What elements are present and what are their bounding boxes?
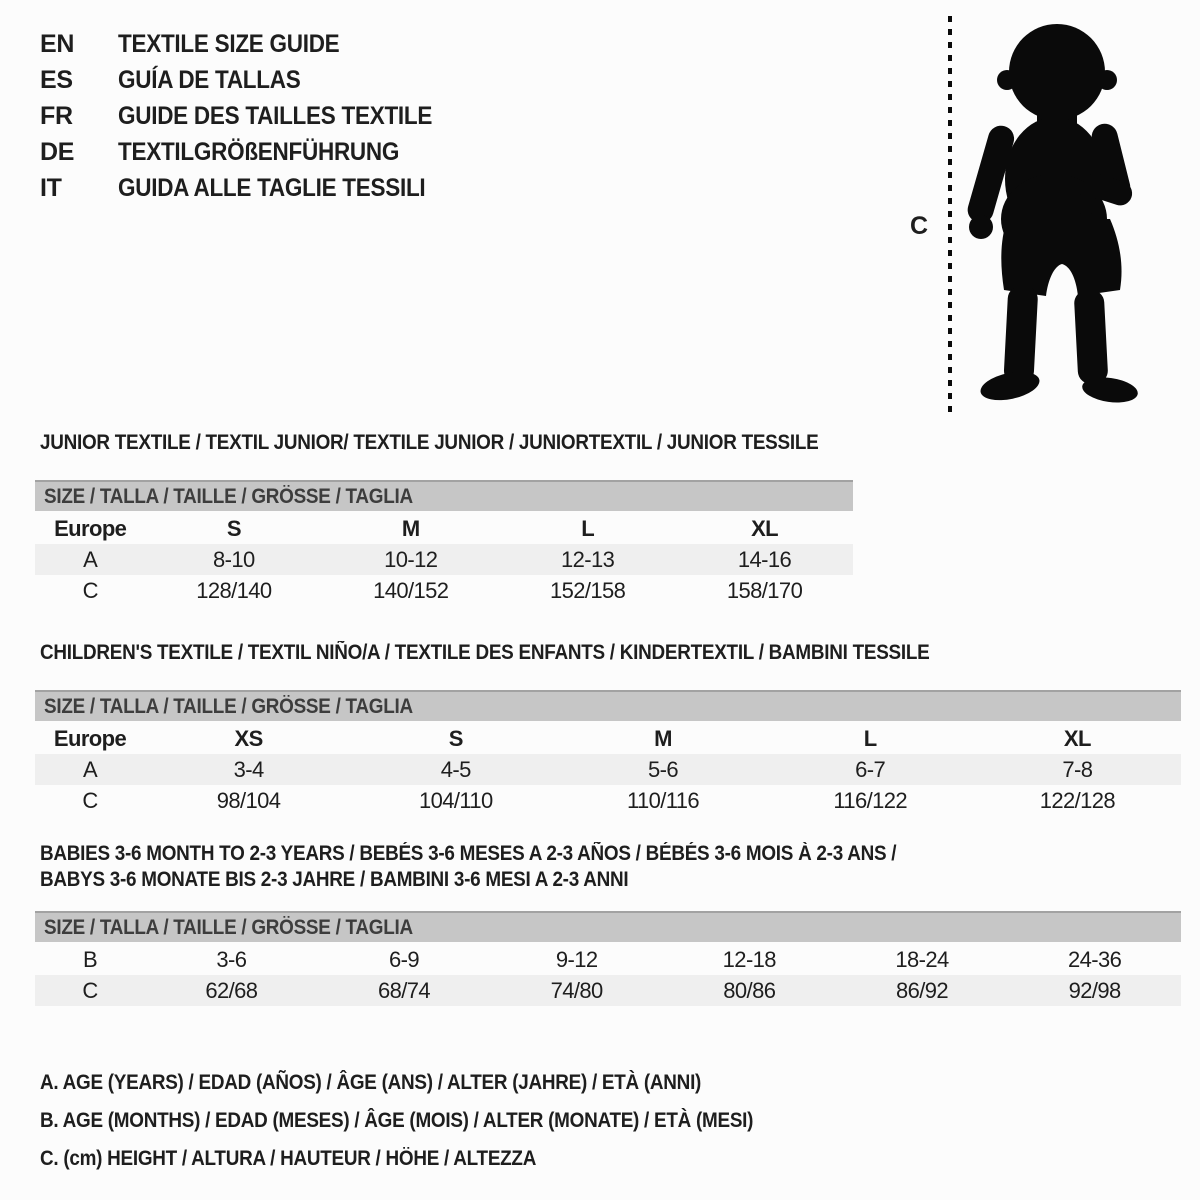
value-cell: 9-12 — [555, 946, 598, 972]
language-code: IT — [40, 173, 62, 202]
value-cell: 98/104 — [216, 787, 281, 813]
value-cell: 62/68 — [145, 975, 318, 1006]
language-row-en — [40, 26, 467, 62]
value-cell: 14-16 — [676, 544, 853, 575]
row-label: C — [82, 577, 98, 603]
value-cell: 4-5 — [352, 754, 559, 785]
value-cell: 86/92 — [836, 975, 1009, 1006]
value-cell: 152/158 — [549, 577, 626, 603]
language-row-fr — [40, 98, 467, 134]
language-list — [40, 26, 467, 206]
section-babies-textile — [35, 841, 1181, 1006]
value-cell: 12-18 — [722, 946, 776, 972]
value-cell: 104/110 — [418, 787, 493, 813]
value-cell: 5-6 — [559, 754, 766, 785]
value-cell: 122/128 — [1039, 787, 1116, 813]
section-title-children: CHILDREN'S TEXTILE / TEXTIL NIÑO/A / TEXTILE DES ENFANTS / KINDERTEXTIL / BAMBINI TESSILE — [40, 641, 930, 664]
language-code: ES — [40, 65, 73, 94]
size-cell: XL — [751, 515, 778, 541]
table-row-europe — [35, 513, 853, 544]
guide-title-es: GUÍA DE TALLAS — [118, 65, 301, 94]
region-label: Europe — [53, 725, 127, 751]
value-cell: 18-24 — [895, 946, 949, 972]
table-row-age — [35, 754, 1181, 785]
value-cell: 24-36 — [1068, 946, 1122, 972]
language-code: DE — [40, 137, 75, 166]
language-code: EN — [40, 29, 75, 58]
value-cell: 116/122 — [833, 787, 908, 813]
size-cell: S — [226, 515, 241, 541]
row-label: A — [35, 544, 145, 575]
value-cell: 6-7 — [767, 754, 974, 785]
size-header-bar-children: SIZE / TALLA / TAILLE / GRÖSSE / TAGLIA — [35, 690, 1181, 721]
row-label: A — [35, 754, 145, 785]
size-cell: M — [401, 515, 420, 541]
table-row-months — [35, 944, 1181, 975]
height-measure-dashed-line — [948, 16, 952, 414]
guide-title-de: TEXTILGRÖßENFÜHRUNG — [118, 137, 400, 166]
table-row-height — [35, 785, 1181, 816]
value-cell: 8-10 — [145, 544, 322, 575]
legend-line-b: B. AGE (MONTHS) / EDAD (MESES) / ÂGE (MOIS) / ALTER (MONATE) / ETÀ (MESI) — [40, 1109, 754, 1132]
value-cell: 128/140 — [196, 577, 272, 603]
section-junior-textile — [35, 430, 853, 606]
value-cell: 12-13 — [499, 544, 676, 575]
value-cell: 74/80 — [490, 975, 663, 1006]
region-label: Europe — [54, 515, 127, 541]
legend-line-c: C. (cm) HEIGHT / ALTURA / HAUTEUR / HÖHE / ALTEZZA — [40, 1147, 537, 1170]
guide-title-it: GUIDA ALLE TAGLIE TESSILI — [118, 173, 426, 202]
section-children-textile — [35, 640, 1181, 816]
value-cell: 110/116 — [626, 787, 700, 813]
section-title-babies: BABIES 3-6 MONTH TO 2-3 YEARS / BEBÉS 3-6 MESES A 2-3 AÑOS / BÉBÉS 3-6 MOIS À 2-3 ANS / BABYS 3-6 MONATE BIS 2-3 JAHRE / BAMBINI 3-6 MESI A 2-3 ANNI — [40, 842, 897, 891]
guide-title-en: TEXTILE SIZE GUIDE — [118, 29, 340, 58]
value-cell: 68/74 — [318, 975, 491, 1006]
legend-line-a: A. AGE (YEARS) / EDAD (AÑOS) / ÂGE (ANS) / ALTER (JAHRE) / ETÀ (ANNI) — [40, 1071, 702, 1094]
toddler-silhouette-icon — [962, 14, 1148, 414]
language-row-es — [40, 62, 467, 98]
babies-size-table — [35, 944, 1181, 1006]
size-cell: L — [863, 725, 877, 751]
size-cell: M — [654, 725, 672, 751]
size-cell: XL — [1063, 725, 1091, 751]
value-cell: 3-6 — [216, 946, 247, 972]
value-cell: 158/170 — [726, 577, 803, 603]
guide-title-fr: GUIDE DES TAILLES TEXTILE — [118, 101, 433, 130]
value-cell: 80/86 — [663, 975, 836, 1006]
table-row-age — [35, 544, 853, 575]
value-cell: 7-8 — [974, 754, 1181, 785]
section-title-junior: JUNIOR TEXTILE / TEXTIL JUNIOR/ TEXTILE JUNIOR / JUNIORTEXTIL / JUNIOR TESSILE — [40, 431, 819, 454]
row-label: C — [82, 787, 98, 813]
table-row-height — [35, 575, 853, 606]
value-cell: 3-4 — [145, 754, 352, 785]
height-measure-label: C — [910, 212, 929, 240]
size-cell: XS — [234, 725, 263, 751]
size-cell: S — [448, 725, 463, 751]
value-cell: 140/152 — [373, 577, 449, 603]
value-cell: 10-12 — [322, 544, 499, 575]
language-code: FR — [40, 101, 73, 130]
language-row-de — [40, 134, 467, 170]
row-label: C — [35, 975, 145, 1006]
measurement-legend — [40, 1064, 832, 1178]
size-cell: L — [581, 515, 595, 541]
table-row-europe — [35, 723, 1181, 754]
table-row-height — [35, 975, 1181, 1006]
junior-size-table — [35, 513, 853, 606]
row-label: B — [82, 946, 98, 972]
value-cell: 92/98 — [1008, 975, 1181, 1006]
size-header-bar-junior: SIZE / TALLA / TAILLE / GRÖSSE / TAGLIA — [35, 480, 853, 511]
language-row-it — [40, 170, 467, 206]
children-size-table — [35, 723, 1181, 816]
value-cell: 6-9 — [389, 946, 419, 972]
size-header-bar-babies: SIZE / TALLA / TAILLE / GRÖSSE / TAGLIA — [35, 911, 1181, 942]
